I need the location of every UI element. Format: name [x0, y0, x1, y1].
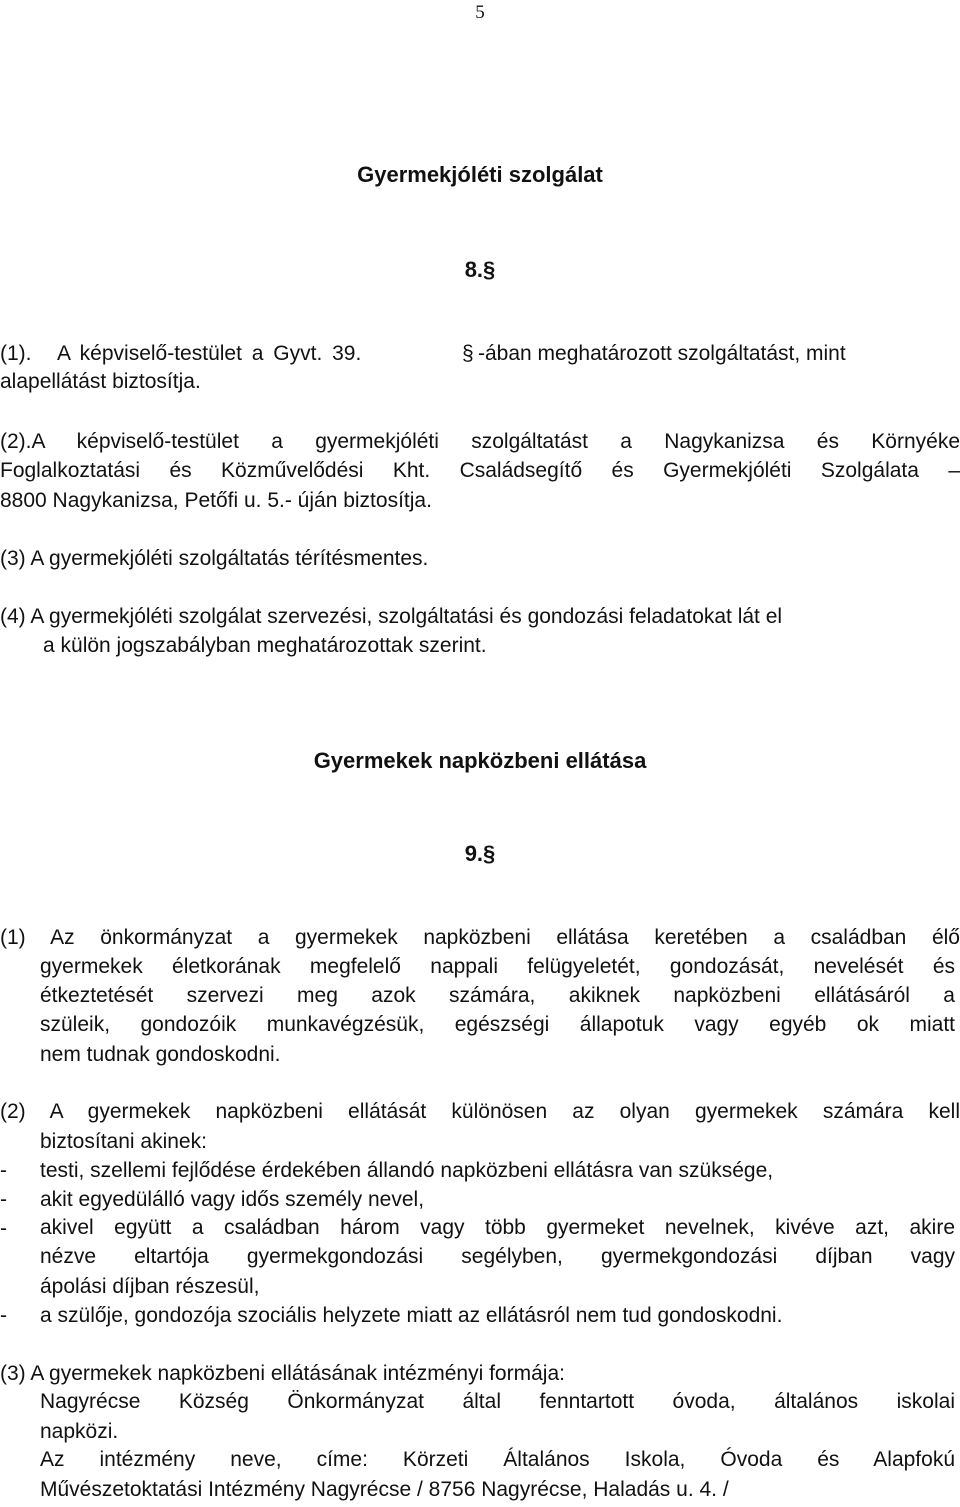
s1-p2-line3: 8800 Nagykanizsa, Petőfi u. 5.- úján biztosítja. [0, 489, 432, 512]
list-item-continuation: ápolási díjban részesül, [40, 1275, 260, 1298]
paragraph-number-9 [0, 841, 960, 867]
s1-p1-text-a: A képviselő-testület a Gyvt. 39. [57, 342, 362, 365]
s2-p1-line2: gyermekek életkorának megfelelő nappali felügyeletét, gondozását, nevelését és [40, 955, 955, 978]
list-item-continuation: nézve eltartója gyermekgondozási segélyben, gyermekgondozási díjban vagy [40, 1245, 955, 1268]
section-title-gyermekjoleti: Gyermekjóléti szolgálat [357, 162, 603, 187]
s1-p3-line1: (3) A gyermekjóléti szolgáltatás térítésmentes. [0, 547, 429, 570]
list-item-dash: - [0, 1217, 7, 1240]
section-sign: § [483, 257, 496, 282]
s1-p1-number: (1). [0, 342, 32, 365]
list-item: a szülője, gondozója szociális helyzete miatt az ellátásról nem tud gondoskodni. [40, 1304, 783, 1327]
s1-p1-text-b: -ában meghatározott szolgáltatást, mint [478, 342, 846, 365]
s2-p1-line5: nem tudnak gondoskodni. [40, 1043, 281, 1066]
s2-p2-line2: biztosítani akinek: [40, 1130, 207, 1153]
s2-p3-line5: Művészetoktatási Intézmény Nagyrécse / 8756 Nagyrécse, Haladás u. 4. / [40, 1478, 729, 1501]
s2-p3-line2: Nagyrécse Község Önkormányzat által fenntartott óvoda, általános iskolai [40, 1390, 955, 1413]
s2-p1-line1: (1) Az önkormányzat a gyermekek napközbeni ellátása keretében a családban élő [0, 926, 960, 949]
s2-p3-line1: (3) A gyermekek napközbeni ellátásának intézményi formája: [0, 1362, 565, 1385]
paragraph-number-8 [0, 257, 960, 283]
s1-p1-line2: alapellátást biztosítja. [0, 370, 201, 393]
list-item: akivel együtt a családban három vagy több gyermeket nevelnek, kivéve azt, akire [40, 1216, 955, 1239]
paragraph-number: 9. [464, 841, 484, 866]
s1-p2-line2: Foglalkoztatási és Közművelődési Kht. Családsegítő és Gyermekjóléti Szolgálata – [0, 459, 960, 482]
list-item-dash: - [0, 1159, 7, 1182]
section-sign-inline: § [462, 342, 474, 365]
s2-p1-line4: szüleik, gondozóik munkavégzésük, egészségi állapotuk vagy egyéb ok miatt [40, 1013, 955, 1036]
list-item: testi, szellemi fejlődése érdekében állandó napközbeni ellátásra van szüksége, [40, 1159, 774, 1182]
s2-p1-line3: étkeztetését szervezi meg azok számára, akiknek napközbeni ellátásáról a [40, 984, 955, 1007]
s2-p3-line4: Az intézmény neve, címe: Körzeti Általános Iskola, Óvoda és Alapfokú [40, 1448, 955, 1471]
s2-p3-line3: napközi. [40, 1420, 119, 1443]
page-number: 5 [475, 2, 485, 23]
section-title-napkozbeni: Gyermekek napközbeni ellátása [313, 748, 647, 773]
list-item-dash: - [0, 1188, 7, 1211]
list-item-dash: - [0, 1304, 7, 1327]
s2-p2-line1: (2) A gyermekek napközbeni ellátását különösen az olyan gyermekek számára kell [0, 1100, 960, 1123]
list-item: akit egyedülálló vagy idős személy nevel, [40, 1188, 425, 1211]
paragraph-number: 8. [464, 257, 484, 282]
s1-p4-line1: (4) A gyermekjóléti szolgálat szervezési, szolgáltatási és gondozási feladatokat lát el [0, 605, 783, 628]
section-sign: § [483, 841, 496, 866]
s1-p2-line1: (2).A képviselő-testület a gyermekjóléti szolgáltatást a Nagykanizsa és Környéke [0, 430, 960, 453]
s1-p4-line2: a külön jogszabályban meghatározottak szerint. [43, 634, 487, 657]
